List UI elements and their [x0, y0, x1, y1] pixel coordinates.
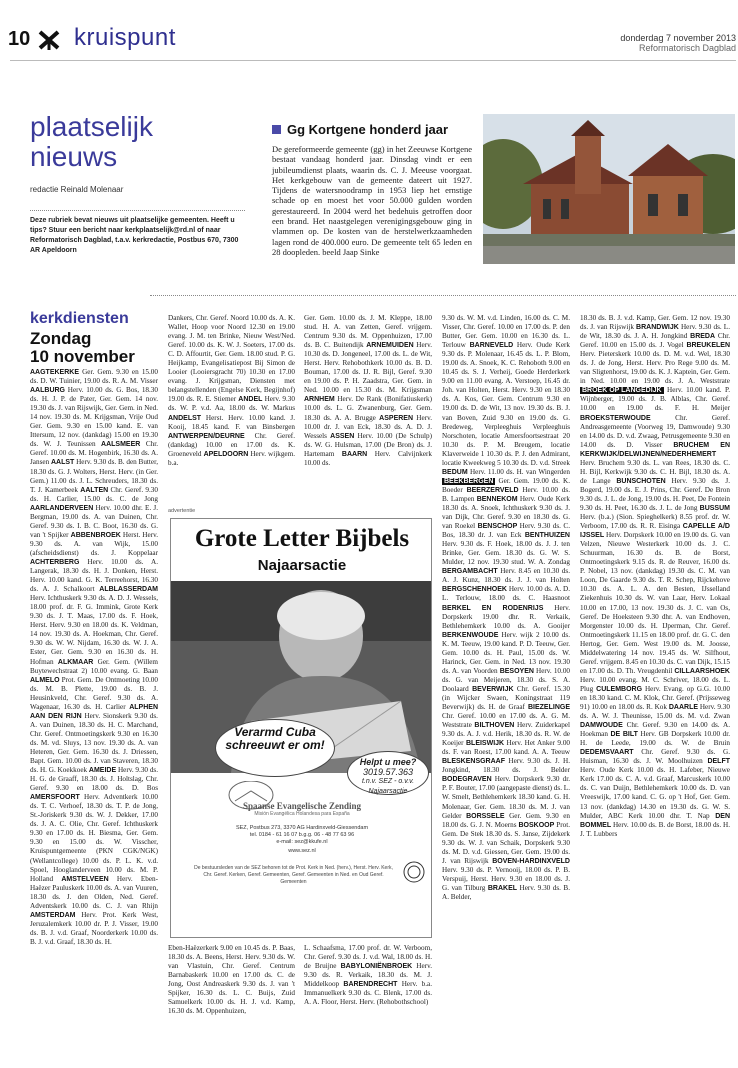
column-4: 9.30 ds. W. M. v.d. Linden, 16.00 ds. C. M. Visser, Chr. Geref. 10.00 en 17.00 ds. P. den Butter, Ger. Gem. 10.00 en 16.30 ds. L. Terlouw BARNEVELD Herv. Oude Kerk 9.30 ds. P. Molenaar, 16.45 ds. L. P. Blom, 19.00 ds. A. Snoek, K. C. Rehoboth 9.00 en 10.45 ds. S. J. Verheij, Goede Herderkerk 9.00 en 11.00 evang. A. Verstoep, 16.45 dr. Joh. van Holten, Herst. Herv. 9.30 en 18.30 ds. A. Kos, Ger. Gem. Centrum 9.30 en 19.00 ds. D. de Wit, 13 nov. 19.30 ds. B. J. van Boven, Zuid 9.30 en 19.00 ds. G. Bredeweg, Verpleeghuis Verpleeghuis Norschoten, locatie Amersfoortsestraat 20 10.30 ds. P. M. Breugem, locatie Klaverweide 1 10.30 ds. P. J. den Admirant, locatie Kweekweg 5 10.30 ds. D. v.d. Streek BEDUM Herv. 11.00 ds. H. van Wingerden BEEKBERGEN Ger. Gem. 19.00 ds. K. Boeder BEERZERVELD Herv. 10.00 ds. B. Lampen BENNEKOM Herv. Oude Kerk 18.30 ds. A. Snoek, Ichthuskerk 9.30 ds. J. van Dijk, Chr. Geref. 9.30 en 18.30 ds. G. van Roekel BENSCHOP Herv. 9.30 ds. C. Bos, 18.30 dr. J. van Eck BENTHUIZEN Herv. 9.30 ds. F. Hoek, 18.00 ds. J. J. ten Brinke, Ger. Gem. 18.30 ds. G. W. S. Mulder, 12 nov. 19.30 stud. W. A. Zondag BERGAMBACHT Herv. 8.45 en 10.30 ds. A. J. Kunz, 18.30 ds. J. J. van Holten BERGSCHENHOEK Herv. 10.00 ds. A. D. L. Terlouw, 18.00 ds. C. Haasnoot BERKEL EN RODENRIJS Herv. Dorpskerk 19.00 dhr. R. Verkaik, Bethlehemkerk 10.00 ds. A. Gooijer BERKENWOUDE Herv. wijk 2 10.00 ds. K. M. Teeuw, 19.00 kand. P. D. Teeuw, Ger. Gem. 10.00 ds. H. Paul, 15.00 ds. W. Harinck, Ger. Gem. in Ned. 13 nov. 19.30 ds. A. van Voorden BESOYEN Herv. 10.00 ds. G. van Meijeren, 18.30 ds. S. A. Doolaard BEVERWIJK Chr. Geref. 15.30 (in Wijcker Swaen, Koningstraat 119 Beverwijk) ds. H. de Graaf BIEZELINGE Chr. Geref. 10.00 en 17.00 ds. A. G. M. Weststrate BILTHOVEN Herv. Zuiderkapel 9.30 ds. A. J. v.d. Herik, 18.30 ds. R. W. de Koeijer BLEISWIJK Herv. Het Anker 9.00 ds. F. van Roest, 17.00 kand. A. A. Teeuw BLESKENSGRAAF Herv. 9.30 ds. J. H. Jongkind, 18.30 ds. J. Belder BODEGRAVEN Herv. Dorpskerk 9.30 dr. P. F. Bouter, 17.00 (aangepaste dienst) ds. L. W. Smelt, Bethlehemkerk 18.30 kand. G. H. Molenaar, Ger. Gem. 18.30 ds. M. J. van Gelder BORSSELE Ger. Gem. 9.30 en 18.00 ds. G. J. N. Moerns BOSKOOP Prot. Gem. De Stek 18.30 ds. S. Janse, Zijdekerk 9.30 ds. W. J. van Schaik, Dorpskerk 9.30 ds. M. D. v.d. Giessen, Ger. Gem. 19.00 ds. J. van Rijswijk BOVEN-HARDINXVELD Herv. 9.30 ds. P. Vernooij, 18.00 ds. P. B. Verspuij, Herst. Herv. 9.30 en 18.00 ds. J. G. van Tilburg BRAKEL Herv. 9.30 ds. B. A. Belder,	[442, 314, 570, 901]
church-photo	[483, 114, 735, 264]
column-5: 18.30 ds. B. J. v.d. Kamp, Ger. Gem. 12 nov. 19.30 ds. J. van Rijswijk BRANDWIJK Herv. 9.30 ds. L. de Wit, 18.30 ds. J. A. H. Jongkind BREDA Chr. Geref. 10.00 en 15.00 ds. J. Vogel BREUKELEN Herv. Pieterskerk 10.00 ds. D. M. v.d. Wel, 18.30 ds. J. de Jong, Herst. Herv. Pro Rege 9.00 ds. M. van Sligtenhorst, 19.00 ds. K. J. Kaptein, Ger. Gem. in Ned. 10.00 en 19.00 ds. J. A. Weststrate BROEK OP LANGEDIJK Herv. 10.00 kand. P. Wijnberger, 19.00 ds. J. B. Alblas, Chr. Geref. 10.00 en 19.00 ds. F. H. Meijer BROEKSTERWOUDE Chr. Geref. Andreasgemeente (Voorweg 19, Damwoude) 9.30 en 14.00 ds. D. v.d. Zwaag, Petrusgemeente 9.30 en 14.00 ds. D. Visser BRUCHEM EN KERKWIJK/DELWIJNEN/NEDERHEMERT Herv. Bruchem 9.30 ds. L. van Rees, 18.30 ds. C. H. Bijl, Kerkwijk 9.30 ds. C. H. Bijl, 18.30 ds. A. de Lange BUNSCHOTEN Herv. 9.30 ds. J. Bogerd, 19.00 ds. E. J. Prins, Chr. Geref. De Bron 9.30 ds. J. L. de Jong, 19.00 ds. H. Peet, De Fontein 9.30 ds. H. Peet, 16.30 ds. J. L. de Jong BUSSUM Herv. (b.a.) (Sion. Spieghelkerk) 8.55 prof. dr. W. Verboom, 17.00 ds. R. R. Eisinga CAPELLE A/D IJSSEL Herv. Dorpskerk 10.00 en 19.00 ds. G. van Velzen, Nieuwe Westerkerk 10.00 ds. J. C. Schuurman, 16.30 ds. B. de Borst, Ontmoetingskerk 9.15 ds. R. de Reuver, 16.00 ds. P. Nobel, 13 nov. (dankdag) 19.30 ds. C. M. van Loon, De Gaarde 9.30 ds. T. R. Schep, Rijckehove 10.30 ds. A. L. A. den Besten, IJsselland Ziekenhuis 10.30 ds. W. van Laar, Herv. Lokaal 10.00 en 17.00, 13 nov. 19.30 ds. J. C. van Os, Geref. De Hoeksteen 9.30 dhr. A. van Endhoven, Morgenster 10.00 ds. H. IJperman, Chr. Geref. Ontmoetingskerk 11.15 en 18.00 prof. dr. G. C. den Hertog, Ger. Gem. West 19.00 ds. M. Joosse, Middelwatering 14 nov. 19.45 ds. W. Silfhout, Geref. vrijgem. 8.45 en 10.30 ds. C. van Dijk, 15.15 en 17.00 ds. D. Th. Vreugdenhil CILLAARSHOEK Herv. 10.00 evang. M. C. Schriver, 18.00 ds. L. Plug CULEMBORG Herv. Evang. op G.G. 10.00 en 18.30 kand. C. M. Klok, Chr. Geref. (Prijsseweg 91) 10.00 en 18.00 ds. R. Kok DAARLE Herv. 9.30 ds. A. W. J. Theunisse, 15.00 ds. M. v.d. Zwan DAMWOUDE Chr. Geref. 9.30 en 14.00 ds. A. Hoekman DE BILT Herv. GB Dorpskerk 10.00 dr. H. de Leede, 19.00 ds. W. de Bruin DEDEMSVAART Chr. Geref. 9.30 ds. G. Huisman, 16.30 ds. J. W. Moolhuizen DELFT Herv. Oude Kerk 10.00 ds. H. Lafeber, Nieuwe Kerk 17.00 ds. C. A. v.d. Graaf, Marcuskerk 10.00 ds. C. van Duijn, Bethlehemkerk 10.00 ds. D. van Vreeswijk, 17.00 kand. C. G. op 't Hof, Ger. Gem. 13 nov. (dankdag) 14.30 en 19.30 ds. G. W. S. Mulder, ABC Kerk 10.00 dhr. T. Nap DEN BOMMEL Herv. 10.00 ds. B. de Borst, 18.00 ds. H. J. T. Lubbers	[580, 314, 730, 838]
header-rule	[10, 60, 736, 61]
title-line1: plaatselijk	[30, 111, 153, 142]
column-3: Ger. Gem. 10.00 ds. J. M. Kleppe, 18.00 stud. H. A. van Zetten, Geref. vrijgem. Centrum 9.30 ds. M. Oppenhuizen, 17.00 ds. B. C. Buitendijk ARNEMUIDEN Herv. 10.30 ds. D. Jongeneel, 17.00 ds. L. de Wit, Herst. Herv. Rehobothkerk 10.00 ds. B. D. Bouman, 17.00 ds. IJ. R. Bijl, Geref. 9.30 en 19.00 ds. P. H. Zaadstra, Ger. Gem. in Ned. 10.00 en 15.30 ds. M. Krijgsman ARNHEM Herv. De Rank (Bonifatiuskerk) 10.00 ds. L. G. Zwanenburg, Ger. Gem. 18.30 ds. A. A. Brugge ASPEREN Herv. 10.00 dr. J. van Eck, 18.30 ds. A. D. J. Wessels ASSEN Herv. 10.00 (De Schulp) ds. W. G. Hulsman, 17.00 (De Bron) ds. J. Hartemam BAARN Herv. Calvijnkerk 10.00 ds.	[304, 314, 432, 467]
plaatselijk-title	[30, 112, 230, 172]
section-title: kruispunt	[74, 24, 176, 51]
ad-bubble-help: Helpt u mee? 3019.57.363 t.n.v. SEZ - o.v.v. Najaarsactie	[347, 751, 429, 795]
column-3-lower: L. Schaafsma, 17.00 prof. dr. W. Verboom, Chr. Geref. 9.30 ds. J. v.d. Wal, 18.00 ds. H. de Bruijne BABYLONIËNBROEK Herv. 9.30 ds. R. Verkaik, 18.30 ds. M. J. Middelkoop BARENDRECHT Herv. b.a. Immanuelkerk 9.30 ds. C. Blenk, 17.00 ds. A. A. Floor, Herst. Herv. (Rehobothschool)	[304, 944, 432, 1007]
advertisement	[170, 518, 432, 938]
article-body: De gereformeerde gemeente (gg) in het Zeeuwse Kortgene bestaat vandaag honderd jaar. Dinsdag vindt er een jubileumdienst plaats, waarin ds. C. J. Meeuse voorgaat. Het kerkgebouw van de gemeente dateert uit 1927. Tijdens de watersnoodramp in 1953 liep het ernstige schade op en moest het voor 50.000 gulden worden gerestaureerd. In 2004 werd het bedehuis getroffen door een brand. Het naastgelegen verenigingsgebouw ging in vlammen op. De kosten van de herstelwerkzaamheden lagen rond de 400.000 euro. De gemeente telt 65 leden en 28 doopleden. beeld Jaap Sinke	[272, 144, 472, 257]
title-line2: nieuws	[30, 141, 118, 172]
ad-label: advertentie	[168, 508, 196, 514]
cross-logo-icon	[38, 30, 60, 50]
bullet-square-icon	[272, 125, 281, 134]
column-1: AAGTEKERKE Ger. Gem. 9.30 en 15.00 ds. D. W. Tuinier, 19.00 ds. R. A. M. Visser AALBURG Herv. 10.00 ds. G. Bos, 18.30 ds. H. J. P. de Pater, Ger. Gem. 14 nov. 19.30 ds. J. van Rijswijk, Ger. Gem. in Ned. 14 nov. 19.30 ds. M. Krijgsman, Vrije Oud Ger. Gem. 9.30 en 15.00 kand. E. van Ittersum, 12 nov. (dankdag) 15.00 en 19.30 ds. W. J. Teunissen AALSMEER Chr. Geref. 10.00 ds. M. Hogenbirk, 16.30 ds. A. Jansen AALST Herv. 9.30 ds. B. den Butter, 18.30 ds. G. J. Wolters, Herst. Herv. (in Ger. Gem.) 11.00 ds. J. L. Schreuders, 18.30 ds. T. J. Kamerbeek AALTEN Chr. Geref. 9.30 ds. H. Carlier, 15.00 ds. C. de Jong AARLANDERVEEN Herv. 10.00 dhr. E. J. Bergman, 19.00 ds. A. van Duinen, Chr. Geref. 9.30 ds. I. B. C. Boot, 16.30 ds. G. van 't Spijker ABBENBROEK Herst. Herv. 9.30 ds. A. van Wijk, 15.00 (afscheidsdienst) ds. J. Koppelaar ACHTERBERG Herv. 10.00 ds. A. Langerak, 18.30 ds. H. J. Donken, Herst. Herv. 10.00 kand. G. K. Terreehorst, 16.30 ds. A. J. Schalkoort ALBLASSERDAM Herv. Ichthuskerk 9.30 ds. A. D. J. Wessels, 18.00 prof. dr. F. G. Immink, Grote Kerk 9.30 ds. J. T. Maas, 17.00 ds. F. Hoek, Herst. Herv. 9.30 en 18.00 ds. K. Veldman, 14 nov. 19.30 ds. A. Hoekman, Chr. Geref. 9.30 ds. W. W. Nijdam, 16.30 ds. W. J. A. Ester, Ger. Gem. 9.30 en 16.30 ds. H. Hofman ALKMAAR Ger. Gem. (Willem Buytewechstraat 2) 10.00 evang. G. Baan ALMELO Prot. Gem. De Ontmoeting 10.00 ds. M. B. Plette, 19.00 ds. B. J. Heusinkveld, Chr. Geref. 9.30 ds. A. Wagenaar, 16.30 ds. H. Carlier ALPHEN AAN DEN RIJN Herv. Sionskerk 9.30 ds. A. van Duinen, 18.30 ds. H. C. Marchand, Chr. Geref. Ontmoetingskerk 9.30 en 16.30 ds. M. vd. Sluys, 13 nov. 19.30 ds. A. van Heteren, Ger. Gem. 16.30 ds. J. Driessen, Bapt. Gem. 10.00 ds. J. van Staveren, 18.30 ds. H. G. Koekkoek AMEIDE Herv. 9.30 ds. H. G. de Graaff, 18.30 ds. J. Holtslag, Chr. Geref. 9.30 en 18.00 ds. D. Bos AMERSFOORT Herv. Adventkerk 10.00 ds. T. C. Verhoef, 18.30 ds. T. P. de Jong, St.-Joriskerk 9.30 ds. W. J. Dekker, 17.00 ds. J. A. C. Olie, Chr. Geref. Ichthuskerk 9.30 en 17.00 ds. H. Biesma, Ger. Gem. 9.30 en 15.00 ds. W. Visscher, Kruispuntgemeente (PKN CGK/NGK) (Wellantcollege) 10.00 ds. P. L. K. v.d. Spoel, Hooglanderveen 10.00 ds. M. P. Holland AMSTELVEEN Herv. Eben-Haëzer Pauluskerk 10.00 ds. A. van Vuuren, 18.30 ds. J. den Olden, Ned. Geref. Adventskerk 10.00 ds. C. J. van Rhijn AMSTERDAM Herv. Prot. Kerk West, Jeruzalemkerk 10.00 dr. P. J. Visser, 19.00 ds. B. J. v.d. Graaf, Noorderkerk 10.00 ds. B. J. v.d. Graaf, 18.30 ds. H.	[30, 368, 158, 946]
ad-contact: SEZ, Postbus 273, 3370 AG Hardinxveld-Giessendam tel. 0184 - 61 16 07 b.g.g. 06 - 48 77 63 96 e-mail: sez@kkufe.nl www.sez.nl	[235, 825, 369, 854]
divider	[30, 210, 245, 211]
ad-bubble-cuba: Verarmd Cuba schreeuwt er om!	[215, 719, 335, 777]
header-date: donderdag 7 november 2013 Reformatorisch Dagblad	[620, 33, 736, 53]
page-number: 10	[8, 28, 31, 50]
redactie: redactie Reinald Molenaar	[30, 185, 124, 194]
ad-subtitle: Najaarsactie	[257, 557, 347, 574]
ad-note: De bestuursleden van de SEZ behoren tot de Prot. Kerk in Ned. (herv.), Herst. Herv. Kerk, Chr. Geref. Kerken, Geref. Gemeenten, Geref. Gemeenten in Ned. en Oud Geref. Gemeenten	[194, 865, 393, 885]
ad-title: Grote Letter Bijbels	[194, 525, 410, 552]
ad-org: Spaanse Evangelische Zending	[242, 801, 362, 811]
column-2: Dankers, Chr. Geref. Noord 10.00 ds. A. K. Wallet, Hoop voor Noord 12.30 en 19.00 evang. J. M. ten Brinke, Nieuw West/Ned. Geref. 10.00 ds. K. W. J. Soeters, 17.00 ds. C. D. Affourtit, Ger. Gem. 18.00 stud. P. G. Heijkamp, Evangelisatiepost Bij Simon de Looier (Looiersgracht 70) 10.30 en 17.00 evang. J. Krijgsman, Diensten met belangstellenden (Engelse Kerk, Begijnhof) 19.00 ds. R. E. Stiemer ANDEL Herv. 9.30 ds. W. P. v.d. Aa, 18.00 ds. W. Markus ANDELST Herst. Herv. 10.00 kand. J. Kooij, 18.45 kand. F. van Binsbergen ANTWERPEN/DEURNE Chr. Geref. (dankdag) 10.00 en 17.00 ds. K. Groeneveld APELDOORN Herv. wijkgem. b.a.	[168, 314, 295, 467]
column-2-lower: Eben-Haëzerkerk 9.00 en 10.45 ds. P. Baas, 18.30 ds. A. Beens, Herst. Herv. 9.30 ds. W. van Vlastuin, Chr. Geref. Centrum Barnabaskerk 10.00 en 17.00 ds. C. de Jong, Oost Andreaskerk 9.30 ds. J. van 't Spijker, 16.30 ds. L. C. Buijs, Zuid Samuelkerk 10.00 ds. H. J. v.d. Kamp, 16.30 ds. M. Oppenhuizen,	[168, 944, 295, 1016]
article-title: Gg Kortgene honderd jaar	[272, 122, 448, 137]
kerkdiensten-date: Zondag 10 november	[30, 329, 135, 366]
section-divider	[150, 295, 736, 296]
kerkdiensten-title: kerkdiensten	[30, 310, 129, 327]
plaatselijk-info: Deze rubriek bevat nieuws uit plaatselijke gemeenten. Heeft u tips? Stuur een bericht naar kerkplaatselijk@rd.nl of naar Reformatorisch Dagblad, t.a.v. kerkredactie, Postbus 670, 7300 AR Apeldoorn	[30, 217, 239, 254]
cbf-seal-icon	[403, 861, 425, 883]
ad-org-sub: Misión Evangélica Holandesa para España	[254, 811, 350, 817]
